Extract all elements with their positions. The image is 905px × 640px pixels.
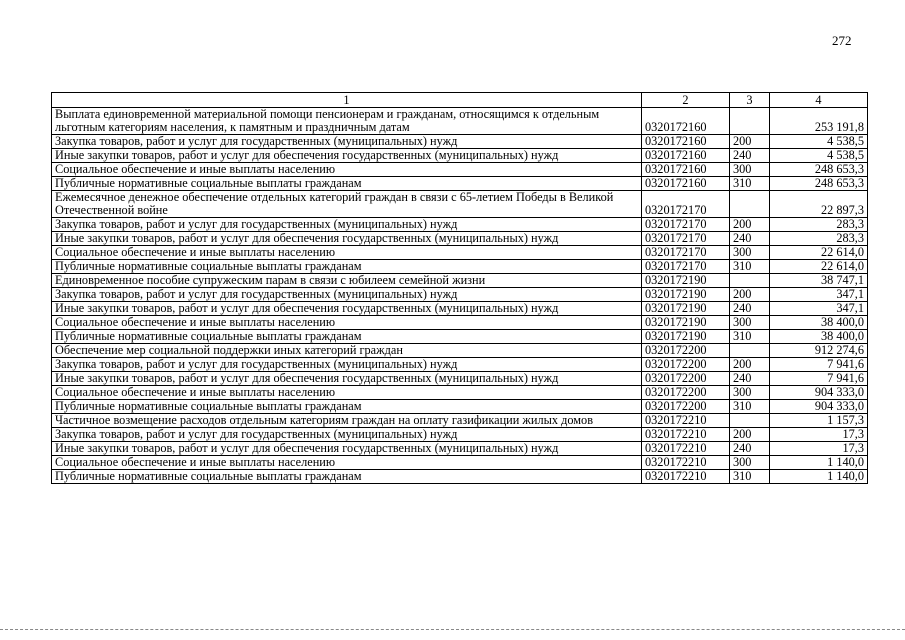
- row-code-cell: 0320172160: [642, 135, 730, 149]
- table-row: [52, 386, 868, 400]
- row-code-cell: 0320172210: [642, 456, 730, 470]
- row-name-cell: Иные закупки товаров, работ и услуг для обеспечения государственных (муниципальных) нужд: [52, 442, 642, 456]
- row-amount-cell: 253 191,8: [770, 108, 868, 135]
- table-row: [52, 414, 868, 428]
- row-type-cell: 300: [730, 386, 770, 400]
- table-row: [52, 442, 868, 456]
- row-amount-cell: 1 140,0: [770, 470, 868, 484]
- row-name-cell: Социальное обеспечение и иные выплаты населению: [52, 386, 642, 400]
- row-name-cell: Единовременное пособие супружеским парам в связи с юбилеем семейной жизни: [52, 274, 642, 288]
- row-name-cell: Публичные нормативные социальные выплаты гражданам: [52, 260, 642, 274]
- row-type-cell: 240: [730, 149, 770, 163]
- row-type-cell: 240: [730, 372, 770, 386]
- row-code-cell: 0320172190: [642, 274, 730, 288]
- row-amount-cell: 17,3: [770, 428, 868, 442]
- row-amount-cell: 347,1: [770, 288, 868, 302]
- page-number: 272: [832, 33, 852, 48]
- row-amount-cell: 17,3: [770, 442, 868, 456]
- row-name-cell: Закупка товаров, работ и услуг для государственных (муниципальных) нужд: [52, 288, 642, 302]
- row-type-cell: 310: [730, 260, 770, 274]
- row-type-cell: 300: [730, 163, 770, 177]
- row-amount-cell: 7 941,6: [770, 372, 868, 386]
- table-body: [52, 108, 868, 484]
- row-type-cell: 300: [730, 456, 770, 470]
- row-amount-cell: 38 400,0: [770, 330, 868, 344]
- row-name-cell: Закупка товаров, работ и услуг для государственных (муниципальных) нужд: [52, 135, 642, 149]
- row-name-cell: Обеспечение мер социальной поддержки иных категорий граждан: [52, 344, 642, 358]
- table-row: [52, 400, 868, 414]
- row-code-cell: 0320172170: [642, 260, 730, 274]
- row-type-cell: [730, 274, 770, 288]
- budget-table: [51, 92, 868, 484]
- row-code-cell: 0320172160: [642, 149, 730, 163]
- column-header-2: 2: [642, 93, 730, 108]
- table-row: [52, 428, 868, 442]
- row-name-cell: Иные закупки товаров, работ и услуг для обеспечения государственных (муниципальных) нужд: [52, 232, 642, 246]
- row-code-cell: 0320172210: [642, 442, 730, 456]
- table-row: [52, 274, 868, 288]
- row-amount-cell: 1 157,3: [770, 414, 868, 428]
- row-amount-cell: 347,1: [770, 302, 868, 316]
- table-row: [52, 260, 868, 274]
- row-type-cell: 240: [730, 442, 770, 456]
- row-name-cell: Социальное обеспечение и иные выплаты населению: [52, 456, 642, 470]
- table-row: [52, 135, 868, 149]
- row-type-cell: [730, 191, 770, 218]
- row-name-cell: Публичные нормативные социальные выплаты гражданам: [52, 330, 642, 344]
- row-amount-cell: 38 400,0: [770, 316, 868, 330]
- row-amount-cell: 22 614,0: [770, 260, 868, 274]
- row-code-cell: 0320172200: [642, 386, 730, 400]
- row-code-cell: 0320172210: [642, 470, 730, 484]
- row-code-cell: 0320172170: [642, 232, 730, 246]
- row-amount-cell: 4 538,5: [770, 149, 868, 163]
- table-row: [52, 330, 868, 344]
- row-code-cell: 0320172190: [642, 288, 730, 302]
- row-code-cell: 0320172190: [642, 302, 730, 316]
- row-amount-cell: 7 941,6: [770, 358, 868, 372]
- row-type-cell: 300: [730, 246, 770, 260]
- row-name-cell: Ежемесячное денежное обеспечение отдельных категорий граждан в связи с 65-летием Победы в Великой Отечественной войне: [52, 191, 642, 218]
- row-type-cell: 300: [730, 316, 770, 330]
- row-name-cell: Социальное обеспечение и иные выплаты населению: [52, 316, 642, 330]
- row-type-cell: [730, 344, 770, 358]
- row-code-cell: 0320172190: [642, 330, 730, 344]
- row-type-cell: [730, 108, 770, 135]
- row-type-cell: 310: [730, 177, 770, 191]
- row-code-cell: 0320172200: [642, 400, 730, 414]
- table-header: [52, 93, 868, 108]
- row-code-cell: 0320172210: [642, 414, 730, 428]
- row-code-cell: 0320172160: [642, 177, 730, 191]
- table-row: [52, 316, 868, 330]
- table-row: [52, 163, 868, 177]
- table-row: [52, 470, 868, 484]
- row-code-cell: 0320172210: [642, 428, 730, 442]
- row-code-cell: 0320172190: [642, 316, 730, 330]
- table-row: [52, 177, 868, 191]
- row-code-cell: 0320172200: [642, 344, 730, 358]
- row-amount-cell: 248 653,3: [770, 177, 868, 191]
- row-code-cell: 0320172200: [642, 358, 730, 372]
- row-amount-cell: 283,3: [770, 218, 868, 232]
- row-type-cell: 200: [730, 288, 770, 302]
- row-type-cell: 310: [730, 400, 770, 414]
- row-name-cell: Закупка товаров, работ и услуг для государственных (муниципальных) нужд: [52, 358, 642, 372]
- row-code-cell: 0320172170: [642, 246, 730, 260]
- row-code-cell: 0320172160: [642, 108, 730, 135]
- row-amount-cell: 904 333,0: [770, 386, 868, 400]
- row-type-cell: 200: [730, 358, 770, 372]
- table-row: [52, 246, 868, 260]
- table-row: [52, 108, 868, 135]
- row-code-cell: 0320172160: [642, 163, 730, 177]
- table-row: [52, 191, 868, 218]
- row-name-cell: Публичные нормативные социальные выплаты гражданам: [52, 177, 642, 191]
- row-type-cell: 240: [730, 232, 770, 246]
- row-code-cell: 0320172170: [642, 191, 730, 218]
- row-type-cell: 200: [730, 428, 770, 442]
- row-name-cell: Закупка товаров, работ и услуг для государственных (муниципальных) нужд: [52, 218, 642, 232]
- row-name-cell: Выплата единовременной материальной помощи пенсионерам и гражданам, относящимся к отдельным льготным категориям населения, к памятным и праздничным датам: [52, 108, 642, 135]
- row-amount-cell: 22 897,3: [770, 191, 868, 218]
- row-code-cell: 0320172200: [642, 372, 730, 386]
- table-row: [52, 288, 868, 302]
- row-type-cell: 310: [730, 330, 770, 344]
- table-row: [52, 344, 868, 358]
- row-amount-cell: 1 140,0: [770, 456, 868, 470]
- row-amount-cell: 38 747,1: [770, 274, 868, 288]
- table-row: [52, 456, 868, 470]
- header-row: [52, 93, 868, 108]
- row-type-cell: 310: [730, 470, 770, 484]
- row-name-cell: Публичные нормативные социальные выплаты гражданам: [52, 400, 642, 414]
- row-name-cell: Социальное обеспечение и иные выплаты населению: [52, 163, 642, 177]
- table-row: [52, 218, 868, 232]
- row-code-cell: 0320172170: [642, 218, 730, 232]
- row-name-cell: Частичное возмещение расходов отдельным категориям граждан на оплату газификации жилых домов: [52, 414, 642, 428]
- table-row: [52, 302, 868, 316]
- row-amount-cell: 22 614,0: [770, 246, 868, 260]
- row-amount-cell: 4 538,5: [770, 135, 868, 149]
- row-amount-cell: 912 274,6: [770, 344, 868, 358]
- table-row: [52, 358, 868, 372]
- row-name-cell: Закупка товаров, работ и услуг для государственных (муниципальных) нужд: [52, 428, 642, 442]
- column-header-3: 3: [730, 93, 770, 108]
- table-row: [52, 372, 868, 386]
- row-amount-cell: 904 333,0: [770, 400, 868, 414]
- row-type-cell: 200: [730, 135, 770, 149]
- row-type-cell: 200: [730, 218, 770, 232]
- column-header-1: 1: [52, 93, 642, 108]
- row-name-cell: Иные закупки товаров, работ и услуг для обеспечения государственных (муниципальных) нужд: [52, 149, 642, 163]
- table-row: [52, 149, 868, 163]
- row-name-cell: Иные закупки товаров, работ и услуг для обеспечения государственных (муниципальных) нужд: [52, 302, 642, 316]
- row-type-cell: [730, 414, 770, 428]
- column-header-4: 4: [770, 93, 868, 108]
- row-amount-cell: 283,3: [770, 232, 868, 246]
- row-name-cell: Иные закупки товаров, работ и услуг для обеспечения государственных (муниципальных) нужд: [52, 372, 642, 386]
- row-name-cell: Публичные нормативные социальные выплаты гражданам: [52, 470, 642, 484]
- row-amount-cell: 248 653,3: [770, 163, 868, 177]
- row-name-cell: Социальное обеспечение и иные выплаты населению: [52, 246, 642, 260]
- row-type-cell: 240: [730, 302, 770, 316]
- table-row: [52, 232, 868, 246]
- page-bottom-edge: [0, 629, 905, 630]
